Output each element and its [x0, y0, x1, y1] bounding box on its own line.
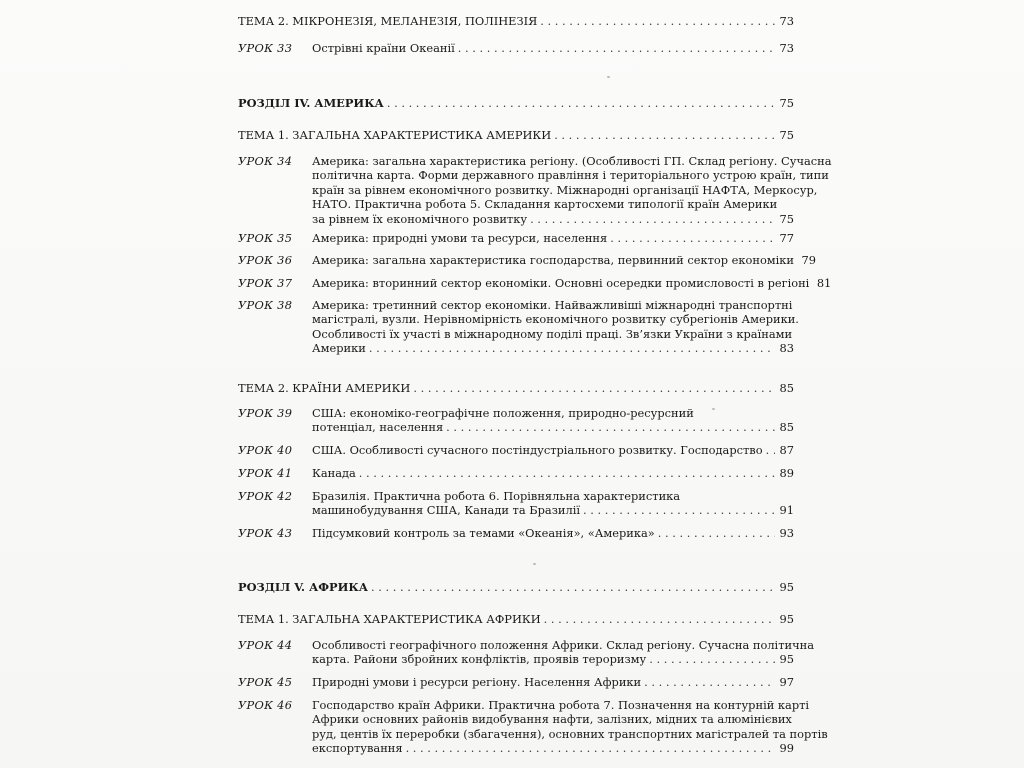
lesson-text-line: політична карта. Форми державного правління і територіального устрою країн, типи: [312, 168, 829, 183]
toc-theme-africa-1: [238, 612, 794, 626]
section-title: РОЗДІЛ IV. АМЕРИКА: [238, 96, 384, 110]
toc-lesson-34: [238, 154, 832, 226]
page-number: 73: [779, 41, 794, 55]
toc-lesson-36: [238, 253, 817, 267]
toc-lesson-41: [238, 466, 794, 480]
scan-speck: [712, 408, 715, 410]
leader-dots: [458, 41, 775, 55]
toc-lesson-38: [238, 298, 799, 356]
lesson-title: Природні умови і ресурси регіону. Населення Африки: [312, 675, 642, 689]
page-number: 75: [779, 211, 794, 226]
lesson-label: УРОК 40: [238, 443, 293, 457]
page-number: 95: [779, 612, 794, 626]
page-number: 97: [779, 675, 794, 689]
theme-title: ТЕМА 1. ЗАГАЛЬНА ХАРАКТЕРИСТИКА АМЕРИКИ: [238, 128, 552, 142]
leader-dots: [583, 503, 775, 517]
leader-dots: [766, 443, 775, 457]
page-number: 75: [779, 96, 794, 110]
leader-dots: [644, 675, 775, 689]
lesson-title: експортування: [312, 741, 403, 756]
leader-dots: [406, 741, 775, 755]
lesson-label: УРОК 34: [238, 154, 293, 168]
page-number: 83: [779, 341, 794, 356]
lesson-title: Америка: природні умови та ресурси, населення: [312, 231, 608, 245]
toc-section-america: [238, 96, 794, 110]
lesson-title: потенціал, населення: [312, 420, 444, 435]
leader-dots: [413, 381, 775, 395]
lesson-label: УРОК 35: [238, 231, 293, 245]
toc-theme-oceania-2: [238, 14, 794, 28]
toc-lesson-33: [238, 41, 794, 55]
toc-lesson-46: [238, 698, 828, 756]
lesson-title: карта. Райони збройних конфліктів, проявів тероризму: [312, 652, 647, 667]
lesson-label: УРОК 38: [238, 298, 293, 312]
lesson-text-line: Особливості їх участі в міжнародному поділі праці. Зв’язки України з країнами: [312, 326, 793, 341]
lesson-title: Америки: [312, 341, 366, 356]
page-number: 77: [779, 231, 794, 245]
lesson-title: за рівнем їх економічного розвитку: [312, 211, 528, 226]
lesson-label: УРОК 45: [238, 675, 293, 689]
leader-dots: [544, 612, 775, 626]
lesson-title: Америка: вторинний сектор економіки. Основні осередки промисловості в регіоні: [312, 276, 810, 290]
leader-dots: [446, 420, 775, 434]
theme-title: ТЕМА 1. ЗАГАЛЬНА ХАРАКТЕРИСТИКА АФРИКИ: [238, 612, 541, 626]
leader-dots: [554, 128, 775, 142]
lesson-text-line: Америка: третинний сектор економіки. Найважливіші міжнародні транспортні: [312, 298, 793, 312]
leader-dots: [610, 231, 775, 245]
page-number: 73: [779, 14, 794, 28]
page-number: 75: [779, 128, 794, 142]
leader-dots: [359, 466, 775, 480]
toc-lesson-39: [238, 406, 794, 435]
lesson-title: машинобудування США, Канади та Бразилії: [312, 503, 581, 518]
lesson-title: Канада: [312, 466, 356, 480]
leader-dots: [530, 212, 775, 226]
page-number: 87: [779, 443, 794, 457]
toc-lesson-44: [238, 638, 815, 667]
page-number: 91: [779, 503, 794, 518]
lesson-title: США. Особливості сучасного постіндустріального розвитку. Господарство: [312, 443, 763, 457]
lesson-text-line: Африки основних районів видобування нафти, залізних, мідних та алюмінієвих: [312, 712, 792, 727]
leader-dots: [371, 580, 775, 594]
lesson-text-line: країн за рівнем економічного розвитку. Міжнародні організації НАФТА, Меркосур,: [312, 182, 818, 197]
leader-dots: [369, 341, 775, 355]
section-title: РОЗДІЛ V. АФРИКА: [238, 580, 369, 594]
lesson-title: Підсумковий контроль за темами «Океанія», «Америка»: [312, 526, 655, 540]
page-number: 85: [779, 381, 794, 395]
page-number: 99: [779, 741, 794, 756]
lesson-label: УРОК 37: [238, 276, 293, 290]
lesson-label: УРОК 41: [238, 466, 293, 480]
page-number: 95: [779, 652, 794, 667]
lesson-text-line: Господарство країн Африки. Практична робота 7. Позначення на контурній карті: [312, 698, 810, 712]
scan-speck: [607, 76, 610, 78]
scan-speck: [533, 563, 536, 565]
lesson-title: Острівні країни Океанії: [312, 41, 455, 55]
lesson-label: УРОК 42: [238, 489, 293, 503]
leader-dots: [540, 14, 775, 28]
leader-dots: [387, 96, 775, 110]
toc-lesson-40: [238, 443, 794, 457]
page-number: 93: [779, 526, 794, 540]
lesson-text-line: Особливості географічного положення Африки. Склад регіону. Сучасна політична: [312, 638, 815, 652]
lesson-text-line: США: економіко-географічне положення, природно-ресурсний: [312, 406, 694, 420]
page-number: 81: [816, 276, 832, 290]
leader-dots: [649, 652, 775, 666]
toc-lesson-37: [238, 276, 832, 290]
theme-title: ТЕМА 2. МІКРОНЕЗІЯ, МЕЛАНЕЗІЯ, ПОЛІНЕЗІЯ: [238, 14, 538, 28]
lesson-text-line: магістралі, вузли. Нерівномірність економічного розвитку субрегіонів Америки.: [312, 312, 799, 327]
lesson-title: Америка: загальна характеристика господарства, первинний сектор економіки: [312, 253, 795, 267]
leader-dots: [658, 526, 775, 540]
toc-lesson-43: [238, 526, 794, 540]
page-number: 95: [779, 580, 794, 594]
lesson-label: УРОК 36: [238, 253, 293, 267]
lesson-text-line: НАТО. Практична робота 5. Складання картосхеми типології країн Америки: [312, 197, 778, 212]
page-number: 85: [779, 420, 794, 435]
lesson-label: УРОК 43: [238, 526, 293, 540]
page-number: 79: [801, 253, 817, 267]
lesson-label: УРОК 44: [238, 638, 293, 652]
toc-lesson-42: [238, 489, 794, 518]
page-number: 89: [779, 466, 794, 480]
theme-title: ТЕМА 2. КРАЇНИ АМЕРИКИ: [238, 381, 411, 395]
toc-section-africa: [238, 580, 794, 594]
lesson-text-line: руд, центів їх переробки (збагачення), основних транспортних магістралей та портів: [312, 726, 828, 741]
lesson-text-line: Америка: загальна характеристика регіону. (Особливості ГП. Склад регіону. Сучасна: [312, 154, 832, 168]
toc-lesson-35: [238, 231, 794, 245]
lesson-label: УРОК 33: [238, 41, 293, 55]
lesson-text-line: Бразилія. Практична робота 6. Порівняльна характеристика: [312, 489, 681, 503]
lesson-label: УРОК 46: [238, 698, 293, 712]
lesson-label: УРОК 39: [238, 406, 293, 420]
toc-theme-america-2: [238, 381, 794, 395]
toc-theme-america-1: [238, 128, 794, 142]
toc-lesson-45: [238, 675, 794, 689]
